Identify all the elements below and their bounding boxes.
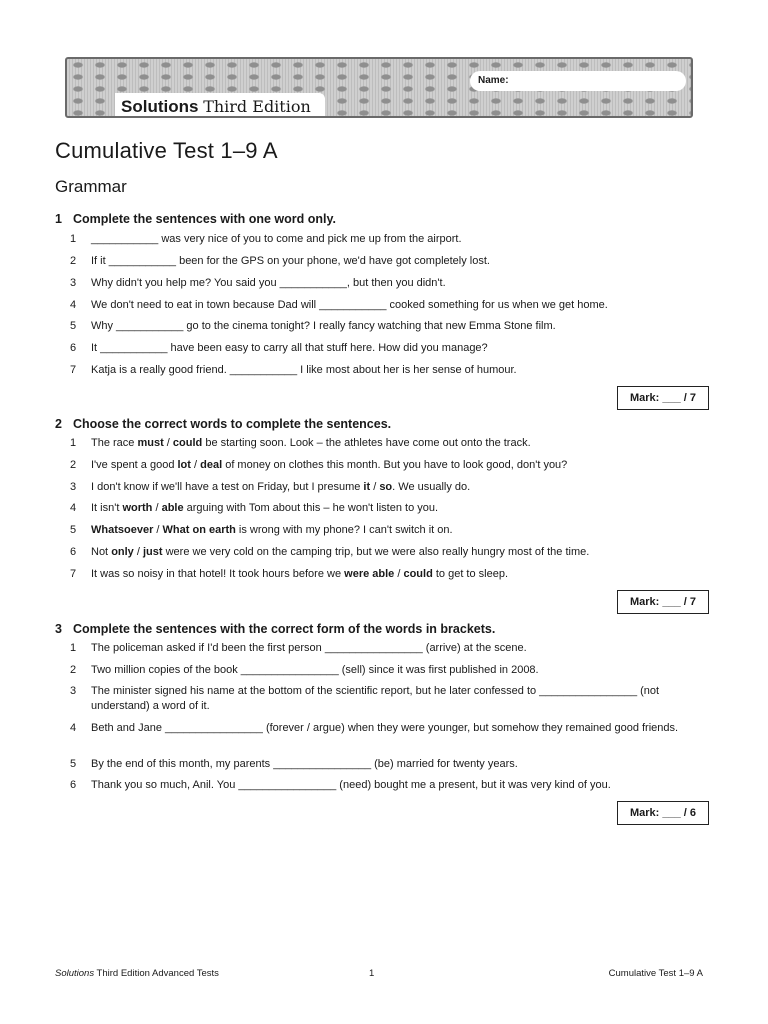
footer-right: Cumulative Test 1–9 A	[608, 968, 703, 979]
item-number: 6	[70, 342, 77, 354]
list-item	[55, 480, 681, 495]
item-text	[91, 436, 681, 451]
item-text	[91, 523, 681, 538]
item-text	[91, 545, 681, 560]
word-option: were able	[344, 568, 395, 580]
exercise-number: 2	[55, 417, 62, 431]
exercise-heading	[55, 415, 715, 433]
text-fragment: /	[153, 524, 163, 536]
list-item	[55, 523, 681, 538]
text-fragment: /	[370, 481, 380, 493]
text-fragment: is wrong with my phone? I can't switch it on.	[235, 524, 453, 536]
text-fragment: It isn't	[91, 502, 123, 514]
exercise-number: 3	[55, 622, 62, 636]
item-text	[91, 480, 681, 495]
item-text	[91, 458, 681, 473]
page-footer	[55, 968, 703, 982]
exercise-instruction: Complete the sentences with one word only.	[73, 212, 337, 226]
list-item	[55, 567, 681, 582]
item-text: Beth and Jane ________________ (forever / argue) when they were younger, but somehow they remained good friends.	[91, 722, 679, 734]
list-item	[55, 458, 681, 473]
item-number: 7	[70, 364, 77, 376]
item-text: Thank you so much, Anil. You ________________ (need) bought me a present, but it was very kind of you.	[91, 779, 611, 791]
word-option: could	[172, 437, 203, 449]
exercise-1	[55, 210, 715, 404]
text-fragment: It was so noisy in that hotel! It took hours before we	[91, 568, 345, 580]
word-option: What on earth	[162, 524, 236, 536]
text-fragment: be starting soon. Look – the athletes have come out onto the track.	[202, 437, 531, 449]
item-number: 6	[70, 779, 77, 791]
list-item	[55, 545, 681, 560]
list-item	[55, 757, 681, 772]
list-item	[55, 501, 681, 516]
text-fragment: I've spent a good	[91, 459, 178, 471]
text-fragment: /	[394, 568, 404, 580]
item-number: 6	[70, 546, 77, 558]
item-number: 3	[70, 685, 77, 697]
text-fragment: arguing with Tom about this – he won't listen to you.	[183, 502, 439, 514]
page-title: Cumulative Test 1–9 A	[55, 138, 278, 163]
text-fragment: Not	[91, 546, 112, 558]
item-number: 4	[70, 722, 77, 734]
name-field[interactable]	[470, 71, 686, 91]
word-option: able	[161, 502, 184, 514]
item-text: ___________ was very nice of you to come and pick me up from the airport.	[91, 233, 462, 245]
item-text: Why didn't you help me? You said you ___________, but then you didn't.	[91, 277, 446, 289]
item-number: 5	[70, 758, 77, 770]
item-text: Katja is a really good friend. ___________ I like most about her is her sense of humour.	[91, 364, 517, 376]
item-number: 4	[70, 502, 77, 514]
item-number: 1	[70, 233, 77, 245]
text-fragment: /	[133, 546, 143, 558]
exercise-number: 1	[55, 212, 62, 226]
list-item	[55, 341, 681, 356]
brand-logo	[115, 93, 325, 118]
word-option: could	[403, 568, 433, 580]
item-number: 4	[70, 299, 77, 311]
item-text: We don't need to eat in town because Dad will ___________ cooked something for us when we get home.	[91, 299, 608, 311]
text-fragment: of money on clothes this month. But you have to look good, don't you?	[222, 459, 568, 471]
list-item	[55, 276, 681, 291]
list-item	[55, 363, 681, 378]
item-number: 1	[70, 437, 77, 449]
section-heading: Grammar	[55, 177, 127, 196]
list-item	[55, 641, 681, 656]
list-item	[55, 684, 681, 714]
item-text: The minister signed his name at the bottom of the scientific report, but he later confessed to ________________ (not understand) a word of it.	[91, 685, 660, 712]
list-item	[55, 298, 681, 313]
header-banner	[65, 57, 693, 118]
word-option: just	[142, 546, 163, 558]
text-fragment: /	[163, 437, 173, 449]
text-fragment: to get to sleep.	[432, 568, 509, 580]
footer-brand: Solutions	[55, 968, 95, 979]
text-fragment: . We usually do.	[392, 481, 471, 493]
item-text: Why ___________ go to the cinema tonight? I really fancy watching that new Emma Stone film.	[91, 320, 556, 332]
item-text	[91, 501, 681, 516]
exercise-2	[55, 415, 715, 608]
item-text	[91, 567, 681, 582]
footer-left	[55, 968, 219, 979]
mark-box: Mark: ___ / 7	[617, 386, 709, 410]
list-item	[55, 232, 681, 247]
word-option: must	[137, 437, 164, 449]
list-item	[55, 319, 681, 334]
word-option: deal	[200, 459, 223, 471]
item-number: 3	[70, 277, 77, 289]
item-number: 2	[70, 664, 77, 676]
mark-box: Mark: ___ / 7	[617, 590, 709, 614]
list-item	[55, 254, 681, 269]
brand-edition: Third Edition	[203, 97, 311, 116]
list-item	[55, 778, 681, 793]
word-option: it	[363, 481, 371, 493]
page-number: 1	[369, 968, 375, 979]
brand-name: Solutions	[121, 97, 199, 116]
item-number: 1	[70, 642, 77, 654]
text-fragment: /	[152, 502, 162, 514]
word-option: so	[379, 481, 393, 493]
item-number: 7	[70, 568, 77, 580]
text-fragment: were we very cold on the camping trip, but we were also really hungry most of the time.	[162, 546, 590, 558]
word-option: Whatsoever	[91, 524, 154, 536]
item-text: If it ___________ been for the GPS on your phone, we'd have got completely lost.	[91, 255, 490, 267]
word-option: lot	[177, 459, 191, 471]
exercise-3	[55, 620, 715, 819]
exercise-instruction: Choose the correct words to complete the sentences.	[73, 417, 392, 431]
name-label: Name:	[478, 75, 509, 86]
item-text: By the end of this month, my parents ________________ (be) married for twenty years.	[91, 758, 518, 770]
list-item	[55, 721, 681, 736]
item-number: 2	[70, 459, 77, 471]
item-number: 3	[70, 481, 77, 493]
item-number: 5	[70, 320, 77, 332]
item-text: The policeman asked if I'd been the first person ________________ (arrive) at the scene.	[91, 642, 527, 654]
word-option: only	[111, 546, 134, 558]
list-item	[55, 436, 681, 451]
text-fragment: /	[190, 459, 201, 471]
list-item	[55, 663, 681, 678]
exercise-instruction: Complete the sentences with the correct form of the words in brackets.	[73, 622, 496, 636]
text-fragment: The race	[91, 437, 138, 449]
text-fragment: I don't know if we'll have a test on Friday, but I presume	[91, 481, 364, 493]
exercise-heading	[55, 620, 715, 638]
footer-series: Third Edition Advanced Tests	[94, 968, 219, 979]
item-number: 2	[70, 255, 77, 267]
word-option: worth	[122, 502, 153, 514]
exercise-heading	[55, 210, 715, 228]
mark-box: Mark: ___ / 6	[617, 801, 709, 825]
item-text: Two million copies of the book ________________ (sell) since it was first published in 2008.	[91, 664, 539, 676]
item-text: It ___________ have been easy to carry all that stuff here. How did you manage?	[91, 342, 488, 354]
item-number: 5	[70, 524, 77, 536]
